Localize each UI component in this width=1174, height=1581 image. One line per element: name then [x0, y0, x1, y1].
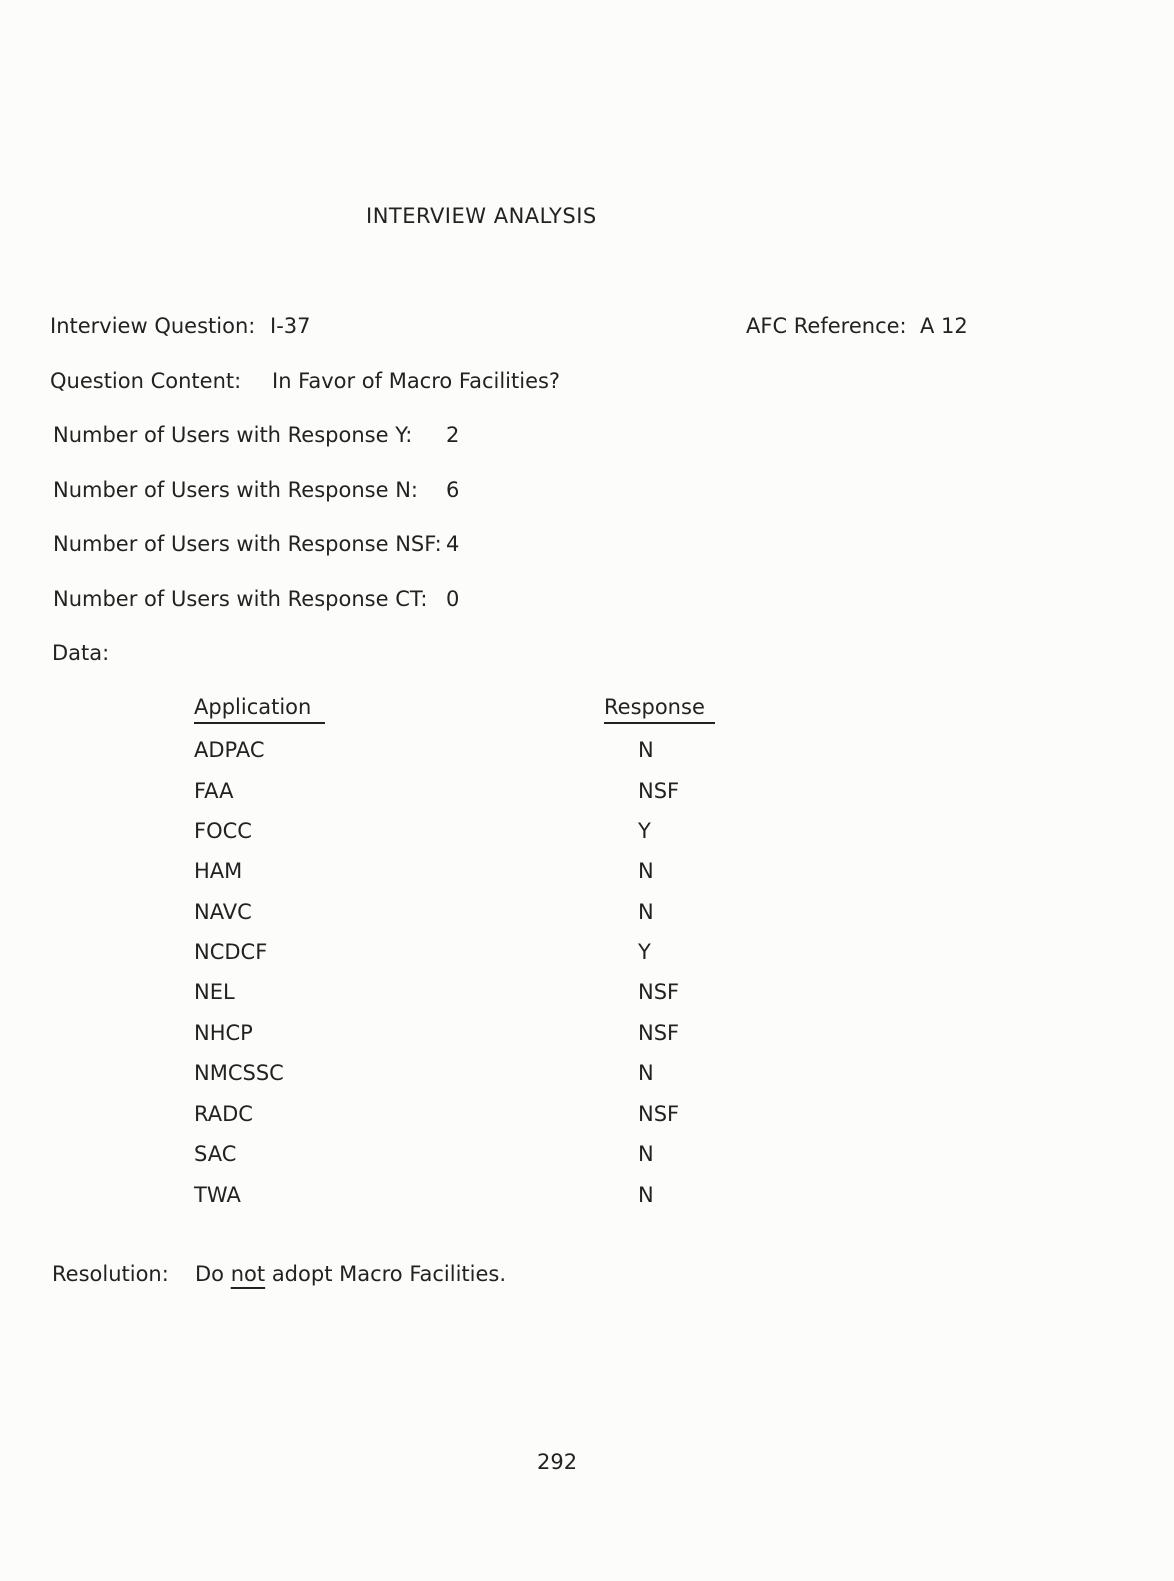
count-nsf-label: Number of Users with Response NSF:: [53, 532, 442, 556]
afc-reference-value: A 12: [920, 314, 968, 338]
table-row: [194, 980, 714, 1004]
page-title: INTERVIEW ANALYSIS: [366, 204, 597, 228]
header-response-text: Response: [604, 697, 715, 724]
table-row: [194, 1183, 714, 1207]
row-response: Y: [638, 819, 651, 843]
row-response: NSF: [638, 779, 680, 803]
row-application: RADC: [194, 1102, 253, 1126]
row-response: N: [638, 900, 654, 924]
row-response: Y: [638, 940, 651, 964]
resolution-text: [195, 1264, 506, 1285]
row-response: N: [638, 1142, 654, 1166]
resolution-post: adopt Macro Facilities.: [271, 1262, 507, 1286]
count-y-label: Number of Users with Response Y:: [53, 423, 413, 447]
table-row: [194, 819, 714, 843]
row-application: HAM: [194, 859, 243, 883]
row-response: NSF: [638, 980, 680, 1004]
count-ct-value: 0: [446, 587, 460, 611]
count-n-value: 6: [446, 478, 460, 502]
row-application: FAA: [194, 779, 234, 803]
resolution-label: Resolution:: [52, 1262, 169, 1286]
data-label: Data:: [52, 641, 110, 665]
count-ct-label: Number of Users with Response CT:: [53, 587, 428, 611]
table-row: [194, 738, 714, 762]
interview-question-label: Interview Question:: [50, 314, 256, 338]
row-application: SAC: [194, 1142, 237, 1166]
row-application: NAVC: [194, 900, 252, 924]
row-application: NMCSSC: [194, 1061, 284, 1085]
row-response: N: [638, 859, 654, 883]
count-y-value: 2: [446, 423, 460, 447]
table-row: [194, 859, 714, 883]
interview-question-value: I-37: [270, 314, 311, 338]
row-response: N: [638, 738, 654, 762]
table-row: [194, 779, 714, 803]
row-application: TWA: [194, 1183, 241, 1207]
count-n-label: Number of Users with Response N:: [53, 478, 418, 502]
row-application: NHCP: [194, 1021, 253, 1045]
table-row: [194, 1142, 714, 1166]
row-response: NSF: [638, 1021, 680, 1045]
table-row: [194, 1061, 714, 1085]
row-application: NEL: [194, 980, 235, 1004]
table-row: [194, 1102, 714, 1126]
table-header-application: [194, 697, 325, 724]
resolution-emphasis: not: [230, 1262, 266, 1286]
page-number: 292: [537, 1450, 578, 1474]
question-content-label: Question Content:: [50, 369, 242, 393]
table-header-response: [604, 697, 715, 724]
row-response: NSF: [638, 1102, 680, 1126]
resolution-pre: Do: [195, 1262, 225, 1286]
header-application-text: Application: [194, 697, 325, 724]
row-response: N: [638, 1061, 654, 1085]
table-row: [194, 940, 714, 964]
row-application: NCDCF: [194, 940, 268, 964]
count-nsf-value: 4: [446, 532, 460, 556]
row-application: FOCC: [194, 819, 252, 843]
table-row: [194, 900, 714, 924]
row-application: ADPAC: [194, 738, 265, 762]
table-row: [194, 1021, 714, 1045]
row-response: N: [638, 1183, 654, 1207]
question-content-value: In Favor of Macro Facilities?: [272, 369, 561, 393]
afc-reference-label: AFC Reference:: [746, 314, 907, 338]
